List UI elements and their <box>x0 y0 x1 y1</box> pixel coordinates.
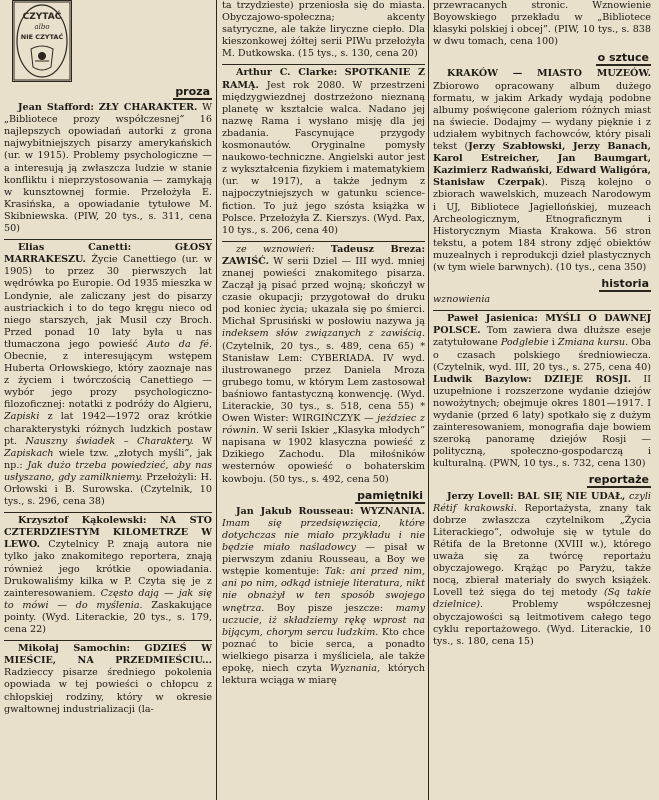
entry-samochin: Mikołaj Samochin: GDZIEŚ W MIEŚCIE, NA PRZEDMIEŚCIU... Radzieccy pisarze średniego pokolenia opowiada w tej powieści o chłopcu z chłopskiej rodziny, który w okresie gwałtownej industrializacji (la- <box>4 643 212 715</box>
entry-stafford: Jean Stafford: ZŁY CHARAKTER. W „Bibliotece prozy współczesnej” 16 najlepszych opowiadań autorki z grona najwybitniejszych pisarzy amerykańskich (ur. w 1915). Problemy psychologiczne — a interesują ją zwłaszcza ludzie w stanie konfliktu i nieprzystosowania — zamykają w kunsztownej formie. Przełożyła E. Krasińska, a opowiadanie tytułowe M. Skibniewska. (PIW, 20 tys., s. 311, cena 50) <box>4 102 212 235</box>
czytac-albo-nie-czytac-logo <box>12 0 72 82</box>
svg-text:albo: albo <box>34 23 50 31</box>
entry-lovell: Jerzy Lovell: BAL SIĘ NIE UDAŁ, czyli Rétif krakowski. Reportażysta, znany tak dobrze zwłaszcza czytelnikom „Życia Literackiego”, odwołuje się w tytule do Rétifa de la Bretonne (XVIII w.), którego uważa się za twórcę reportażu obyczajowego. Krążąc po Paryżu, także nocą, zbierał materiały do swych książek. Lovell też sięga do tej metody (Są takie dzielnice). Problemy współczesnej obyczajowości są leitmotivem całego tego cyklu reportażowego. (Wyd. Literackie, 10 tys., s. 180, cena 15) <box>433 490 651 647</box>
entry-rousseau: Jan Jakub Rousseau: WYZNANIA. Imam się przedsięwzięcia, które dotychczas nie miało przykładu i nie będzie miało naśladowcy — pisał w pierwszym zdaniu Rousseau, a Boy we wstępie komentuje: Tak: ani przed nim, ani po nim, odkąd istnieje literatura, nikt nie obnażył w ten sposób swojego wnętrza. Boy pisze jeszcze: mamy uczucie, iż składziemy rękę wprost na bijącym, chorym sercu ludzkim. Kto chce poznać to bicie serca, a ponadto wielkiego pisarza i myśliciela, ale także epokę, niech czyta Wyznania, których lektura wciąga w miarę <box>222 505 425 687</box>
column-3 <box>433 0 651 790</box>
entry-samochin-continued: ta trzydzieste) przeniosła się do miasta. Obyczajowo-społeczna; akcenty satyryczne, ale także liryczne ciepło. Dla kieszonkowej żółtej serii PIWu przełożyła M. Dutkowska. (15 tys., s. 130, cena 20) <box>222 0 425 60</box>
section-heading-pamietniki: pamiętniki <box>357 488 423 502</box>
entry-separator <box>4 239 212 240</box>
column-1 <box>4 0 212 790</box>
svg-text:NIE CZYTAĆ: NIE CZYTAĆ <box>20 33 64 41</box>
entry-clarke: Arthur C. Clarke: SPOTKANIE Z RAMĄ. Jest rok 2080. W przestrzeni międzygwiezdnej dostrzeżono nieznaną planetę w kształcie walca. Nadano jej nazwę Rama i wysłano misję dla jej zbadania. Fascynujące przygody kosmonautów. Oryginalne pomysły naukowo-techniczne. Angielski autor jest z wykształcenia fizykiem i matematykiem (ur. w 1917), a także jednym z najpoczytniejszych w gatunku science-fiction. To już jego szósta książka w Polsce. Przełożyła Z. Kierszys. (Wyd. Pax, 10 tys., s. 206, cena 40) <box>222 67 425 236</box>
column-divider-1 <box>216 0 217 800</box>
entry-separator <box>222 64 425 65</box>
entry-canetti: Elias Canetti: GŁOSY MARRAKESZU. Życie Canettiego (ur. w 1905) to przez 30 pierwszych lat wędrówka po Europie. Od 1935 mieszka w Londynie, ale zaliczany jest do pisarzy austriackich i to do tego kręgu nieco od niego starszych, jak Musil czy Broch. Przed ponad 10 laty była u nas tłumaczona jego powieść Auto da fé. Obecnie, z interesującym wstępem Huberta Orłowskiego, który zaoznaje nas z życiem i twórczością Canettiego — wybór jego prozy psychologiczno-filozoficznej: notatki z podróży do Algieru, Zapiski z lat 1942—1972 oraz krótkie charakterystyki różnych ludzkich postaw pt. Nauszny świadek – Charaktery. W Zapiskach wiele tzw. „złotych myśli”, jak np.: Jak dużo trzeba powiedzieć, aby nas usłyszano, gdy zamilkniemy. Przełożyli: H. Orłowski i B. Surowska. (Czytelnik, 10 tys., s. 296, cena 38) <box>4 242 212 508</box>
section-heading-reportaze: reportaże <box>588 473 649 487</box>
entry-wznowienia-breza: ze wznowień: Tadeusz Breza: ZAWIŚĆ. W serii Dziel — III wyd. mniej znanej powieści znakomitego pisarza. Zaczął ją pisać przed wojną; skończył w czasie okupacji; przygotował do druku pod koniec życia; ukazała się po śmierci. Michał Sprusiński w posłowiu nazywa ją indeksem słów związanych z zawiścią. (Czytelnik, 20 tys., s. 489, cena 65) * Stanisław Lem: CYBERIADA. IV wyd. ilustrowanego przez Daniela Mroza grubego tomu, w którym Lem zastosował baśniowo fantastyczną konwencję. (Wyd. Literackie, 30 tys., s. 518, cena 55) * Owen Wister: WIRGIŃCZYK — jeździec z równin. W serii Iskier „Klasyka młodych” napisana w 1902 klasyczna powieść z Dzikiego Zachodu. Dla miłośników westernów opowieść o bohaterskim kowboju. (50 tys., s. 492, cena 50) <box>222 243 425 485</box>
logo-emblem-icon <box>13 1 71 81</box>
entry-jasienica: Paweł Jasienica: MYŚLI O DAWNEJ POLSCE. Tom zawiera dwa dłuższe eseje zatytułowane Podglebie i Zmiana kursu. Oba o czasach polskiego średniowiecza. (Czytelnik, wyd. III, 20 tys., s. 275, cena 40) Ludwik Bazylow: DZIEJE ROSJI. II uzupełnione i rozszerzone wydanie dziejów nowożytnych; obejmuje okres 1801—1917. I wydanie (przed 6 laty) spotkało się z dużym zainteresowaniem, monografia daje bowiem szeroką panoramę dziejów Rosji — polityczną, społeczno-gospodarczą i kulturalną. (PWN, 10 tys., s. 732, cena 130) <box>433 313 651 470</box>
entry-separator <box>4 512 212 513</box>
entry-rousseau-continued: przewracanych stronic. Wznowienie Boyowskiego przekładu w „Bibliotece klasyki polskiej i obcej”. (PIW, 10 tys., s. 838 w dwu tomach, cena 100) <box>433 0 651 48</box>
entry-separator <box>4 640 212 641</box>
column-2 <box>222 0 425 790</box>
section-heading-historia: historia <box>601 277 649 291</box>
section-heading-o-sztuce: o sztuce <box>597 51 649 65</box>
svg-text:CZYTAĆ: CZYTAĆ <box>22 12 62 22</box>
entry-separator <box>222 241 425 242</box>
column-divider-2 <box>428 0 429 800</box>
entry-krakow-miasto-muzeow: KRAKÓW — MIASTO MUZEÓW. Zbiorowo opracowany album dużego formatu, w jakim Arkady wydają podobne albumy poświęcone galeriom różnych miast na świecie. Dodajmy — wydany pięknie i z udziałem wybitnych fachowców, który pisali tekst (Jerzy Szabłowski, Jerzy Banach, Karol Estreicher, Jan Baumgart, Kazimierz Radwański, Edward Waligóra, Stanisław Czerpak). Piszą kolejno o zbiorach wawelskich, muzeach Narodowym i UJ, Bibliotece Jagiellońskiej, muzeach Archeologicznym, Etnograficznym i Historycznym Miasta Krakowa. 56 stron tekstu, a potem 184 strony zdjęć obiektów muzealnych i reprodukcji dzieł plastycznych (w tym wiele barwnych). (10 tys., cena 350) <box>433 68 651 273</box>
subheading-wznowienia: wznowienia <box>433 294 491 306</box>
section-heading-proza: proza <box>175 85 210 98</box>
entry-separator <box>433 310 651 311</box>
entry-kakolewski: Krzysztof Kąkolewski: NA STO CZTERDZIESTYM KILOMETRZE W LEWO. Czytelnicy P. znają autora nie tylko jako znakomitego reportera, znają również jego krótkie opowiadania. Drukowaliśmy kilka w P. Czyta się je z zainteresowaniem. Często dają — jak się to mówi — do myślenia. Zaskakujące pointy. (Wyd. Literackie, 20 tys., s. 179, cena 22) <box>4 515 212 636</box>
